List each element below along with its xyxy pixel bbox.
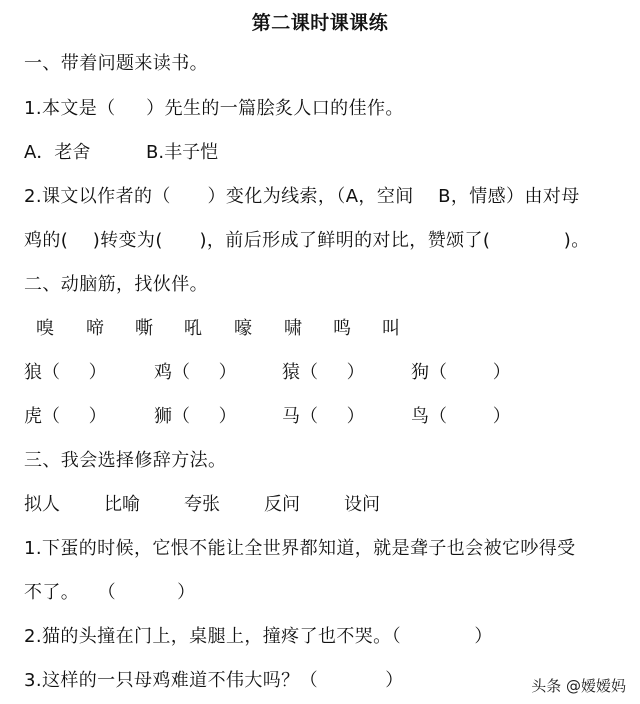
animal-blank: 狮（ ）	[154, 406, 237, 427]
verb-item: 嘶	[135, 318, 153, 339]
method-item: 比喻	[104, 494, 140, 515]
animal-blank: 狗（ ）	[411, 362, 511, 383]
verb-item: 啸	[284, 318, 302, 339]
animal-blank: 马（ ）	[282, 406, 365, 427]
question-1-1: 1.本文是（ ）先生的一篇脍炙人口的佳作。	[24, 98, 404, 119]
question-3-2: 2.猫的头撞在门上，桌腿上，撞疼了也不哭。（ ）	[24, 626, 493, 647]
rhetoric-methods	[24, 493, 624, 517]
animal-blank: 猿（ ）	[282, 362, 365, 383]
question-1-1-options	[24, 141, 624, 165]
section-1-heading: 一、带着问题来读书。	[24, 53, 208, 74]
animal-blank: 鸡（ ）	[154, 362, 237, 383]
option-b: B.丰子恺	[146, 142, 219, 163]
option-a: A．老舍	[24, 142, 91, 163]
section-2-heading: 二、动脑筋，找伙伴。	[24, 274, 208, 295]
method-item: 拟人	[24, 494, 60, 515]
section-3-heading: 三、我会选择修辞方法。	[24, 450, 227, 471]
question-1-2-line-2: 鸡的( )转变为( )，前后形成了鲜明的对比，赞颂了( )。	[24, 230, 590, 251]
method-item: 夸张	[184, 494, 220, 515]
verb-item: 啼	[86, 318, 104, 339]
question-3-1-line-1: 1.下蛋的时候，它恨不能让全世界都知道，就是聋子也会被它吵得受	[24, 538, 576, 559]
animal-blank: 狼（ ）	[24, 362, 107, 383]
verb-item: 嚎	[234, 318, 252, 339]
verb-list	[36, 317, 596, 341]
watermark: 头条 @嫒嫒妈	[531, 677, 626, 695]
verb-item: 吼	[184, 318, 202, 339]
method-item: 设问	[344, 494, 380, 515]
question-3-1-line-2: 不了。 （ ）	[24, 582, 196, 603]
method-item: 反问	[264, 494, 300, 515]
verb-item: 鸣	[333, 318, 351, 339]
animal-row-1	[24, 361, 624, 385]
verb-item: 叫	[382, 318, 400, 339]
question-1-2-line-1: 2.课文以作者的（ ）变化为线索，（A，空间 B，情感）由对母	[24, 186, 580, 207]
animal-row-2	[24, 405, 624, 429]
animal-blank: 虎（ ）	[24, 406, 107, 427]
question-3-3: 3.这样的一只母鸡难道不伟大吗？（ ）	[24, 670, 404, 691]
verb-item: 嗅	[36, 318, 54, 339]
animal-blank: 鸟（ ）	[411, 406, 511, 427]
page-title: 第二课时课课练	[251, 12, 389, 34]
